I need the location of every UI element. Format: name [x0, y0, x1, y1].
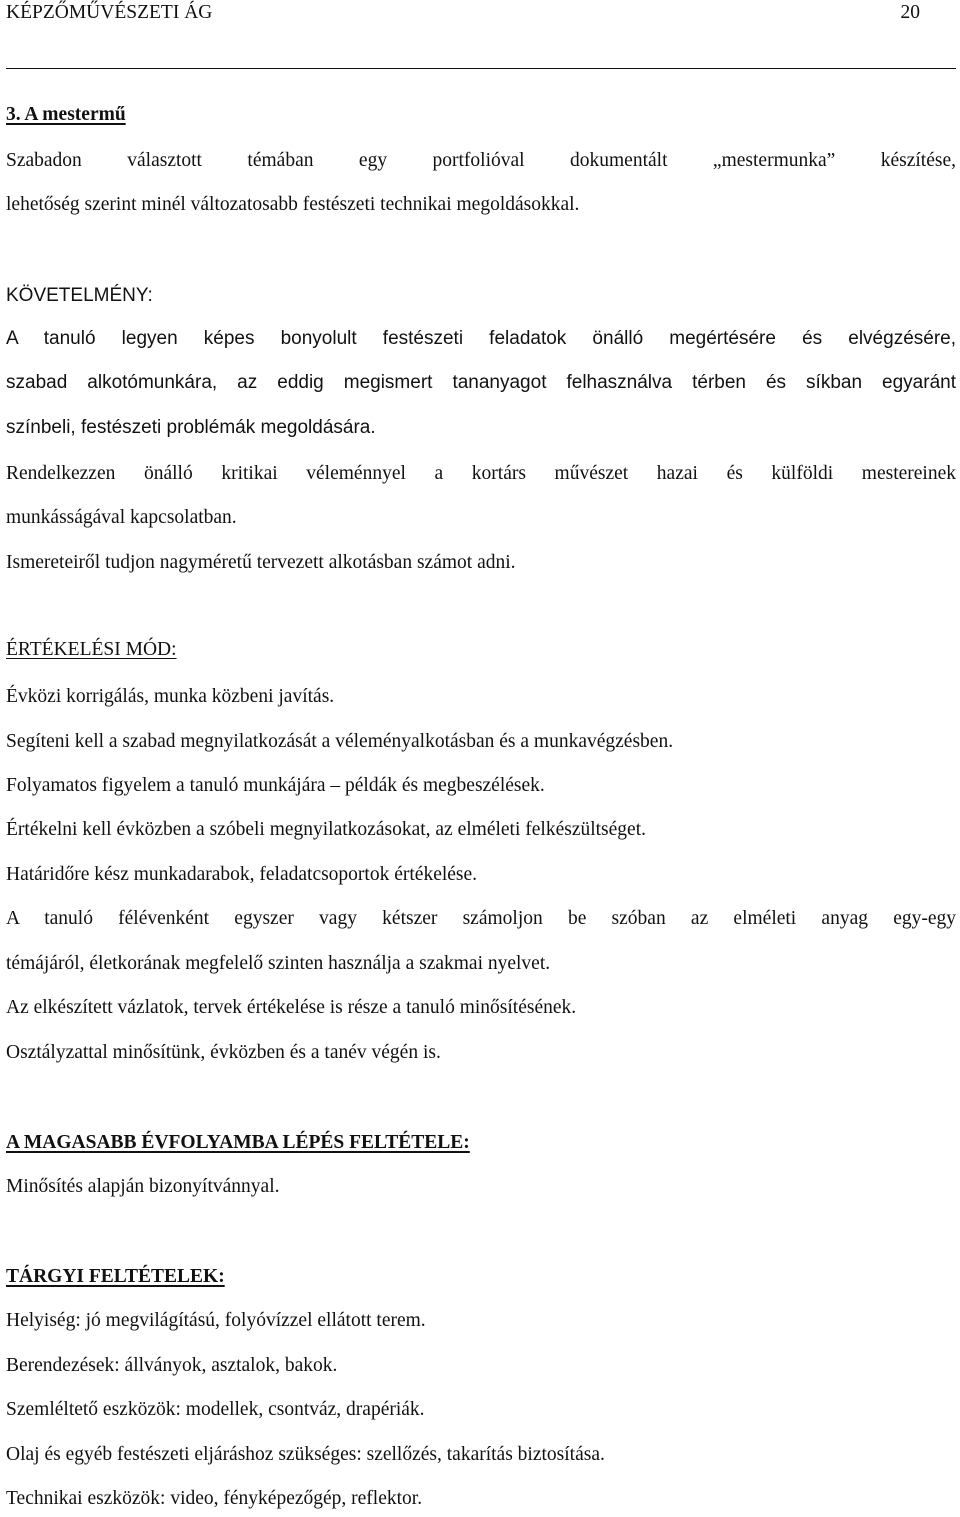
evaluation-line: Folyamatos figyelem a tanuló munkájára – példák és megbeszélések. — [6, 775, 545, 796]
evaluation-line: Értékelni kell évközben a szóbeli megnyilatkozásokat, az elméleti felkészültséget. — [6, 819, 646, 840]
conditions-line: Szemléltető eszközök: modellek, csontváz, drapériák. — [6, 1399, 425, 1420]
intro-line: Szabadon választott témában egy portfolióval dokumentált „mestermunka” készítése, — [6, 150, 956, 171]
advancement-line: Minősítés alapján bizonyítvánnyal. — [6, 1176, 280, 1197]
intro-line: lehetőség szerint minél változatosabb festészeti technikai megoldásokkal. — [6, 194, 580, 215]
conditions-line: Berendezések: állványok, asztalok, bakok. — [6, 1355, 338, 1376]
header-title: KÉPZŐMŰVÉSZETI ÁG — [6, 2, 213, 23]
conditions-title: TÁRGYI FELTÉTELEK: — [6, 1266, 225, 1287]
evaluation-line: Segíteni kell a szabad megnyilatkozását a véleményalkotásban és a munkavégzésben. — [6, 731, 674, 752]
evaluation-line: témájáról, életkorának megfelelő szinten használja a szakmai nyelvet. — [6, 953, 551, 974]
section-heading: 3. A mestermű — [6, 104, 126, 125]
conditions-line: Technikai eszközök: video, fényképezőgép, reflektor. — [6, 1488, 423, 1509]
page-number: 20 — [900, 2, 920, 23]
requirements-line: A tanuló legyen képes bonyolult festészeti feladatok önálló megértésére és elvégzésére, — [6, 328, 956, 349]
evaluation-title: ÉRTÉKELÉSI MÓD: — [6, 639, 177, 660]
evaluation-line: A tanuló félévenként egyszer vagy kétszer számoljon be szóban az elméleti anyag egy-egy — [6, 908, 956, 929]
conditions-line: Olaj és egyéb festészeti eljáráshoz szükséges: szellőzés, takarítás biztosítása. — [6, 1444, 605, 1465]
requirements-line: munkásságával kapcsolatban. — [6, 507, 237, 528]
requirements-line: Ismereteiről tudjon nagyméretű tervezett alkotásban számot adni. — [6, 552, 516, 573]
evaluation-line: Évközi korrigálás, munka közbeni javítás. — [6, 686, 335, 707]
requirements-line: szabad alkotómunkára, az eddig megismert tananyagot felhasználva térben és síkban egyaránt — [6, 372, 956, 393]
requirements-line: színbeli, festészeti problémák megoldására. — [6, 417, 376, 438]
evaluation-line: Az elkészített vázlatok, tervek értékelése is része a tanuló minősítésének. — [6, 997, 577, 1018]
advancement-title: A MAGASABB ÉVFOLYAMBA LÉPÉS FELTÉTELE: — [6, 1132, 470, 1153]
requirements-line: Rendelkezzen önálló kritikai véleménnyel a kortárs művészet hazai és külföldi mestereinek — [6, 463, 956, 484]
evaluation-line: Határidőre kész munkadarabok, feladatcsoportok értékelése. — [6, 864, 478, 885]
evaluation-line: Osztályzattal minősítünk, évközben és a tanév végén is. — [6, 1042, 441, 1063]
conditions-line: Helyiség: jó megvilágítású, folyóvízzel ellátott terem. — [6, 1310, 426, 1331]
requirements-title: KÖVETELMÉNY: — [6, 285, 153, 306]
page-header — [6, 2, 920, 28]
header-rule — [6, 68, 956, 69]
